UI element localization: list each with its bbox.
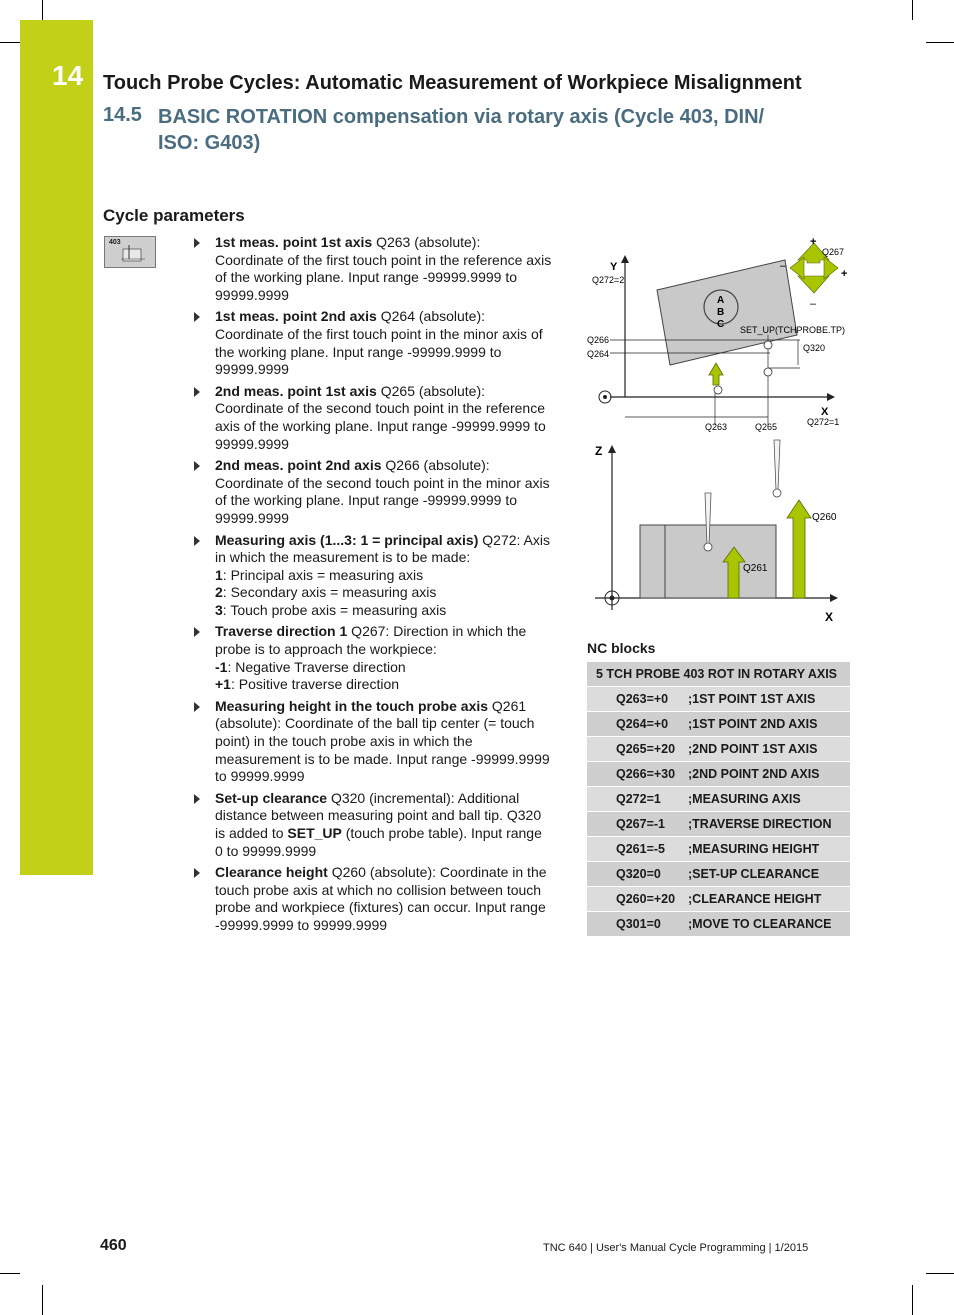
param-description: Q260 (absolute): Coordinate in the touch probe axis at which no collision between touch probe and workpiece (fixtures) can occur. Input range -99999.9999 to 99999.9999 [215,864,547,933]
param-emphasis: SET_UP [287,825,342,841]
crop-mark [0,1273,20,1274]
probe-direction-arrow-icon [709,363,723,385]
q266-label: Q266 [587,335,610,345]
crop-mark [912,1285,913,1315]
table-row [587,687,850,712]
q320-label: Q320 [803,343,826,353]
triangle-bullet-icon [194,238,200,248]
param-name: 1st meas. point 2nd axis [215,308,377,325]
nc-param: Q301=0 [587,912,688,937]
q261-label: Q261 [743,563,768,574]
crop-mark [42,1285,43,1315]
nc-param: Q260=+20 [587,887,688,912]
minus-y-label: – [810,298,817,310]
triangle-bullet-icon [194,702,200,712]
param-name: Set-up clearance [215,789,328,806]
top-view-diagram [587,236,847,432]
nc-param: Q272=1 [587,787,688,812]
x-axis-label: X [821,406,829,418]
probe-icon [105,237,155,267]
chapter-tab [20,20,93,875]
z-axis-arrow-icon [608,445,616,453]
nc-comment: ;1ST POINT 2ND AXIS [688,712,850,737]
axis-c-label: C [717,319,725,330]
table-row [587,912,850,937]
triangle-bullet-icon [194,627,200,637]
chapter-title: Touch Probe Cycles: Automatic Measurement of Workpiece Misalignment [103,72,802,94]
y-axis-arrow-icon [621,255,629,263]
param-name: Traverse direction 1 [215,623,348,640]
triangle-bullet-icon [194,794,200,804]
crop-mark [926,1273,954,1274]
table-row [587,712,850,737]
table-row [587,787,850,812]
y-axis-label: Y [610,261,618,273]
option-key: 1 [215,566,223,583]
q265-label: Q265 [755,422,778,432]
probe-stylus-raised-icon [774,440,780,490]
technical-drawing [585,235,855,630]
nc-param: Q264=+0 [587,712,688,737]
table-row [587,812,850,837]
q260-label: Q260 [812,512,837,523]
param-description: Q272: Axis in which the measurement is to be made: [215,531,550,566]
setup-label: SET_UP(TCHPROBE.TP) [740,325,846,335]
param-name: Clearance height [215,864,328,881]
option-key: -1 [215,658,228,675]
triangle-bullet-icon [194,536,200,546]
section-number: 14.5 [103,104,142,126]
param-q265 [194,383,552,453]
cycle-parameters-heading: Cycle parameters [103,206,245,225]
footer-text: TNC 640 | User's Manual Cycle Programming | 1/2015 [543,1242,809,1254]
table-row [587,737,850,762]
param-description: Q265 (absolute): Coordinate of the second touch point in the reference axis of the working plane. Input range -99999.9999 to 99999.9999 [215,382,546,452]
option-desc: : Touch probe axis = measuring axis [222,601,447,618]
softkey-label: 403 [109,239,121,246]
param-q263 [194,234,552,304]
param-name: Measuring height in the touch probe axis [215,697,489,714]
table-row [587,887,850,912]
table-row [587,762,850,787]
table-row [587,862,850,887]
q263-label: Q263 [705,422,728,432]
x-axis-arrow-side-icon [830,594,838,602]
nc-comment: ;2ND POINT 1ST AXIS [688,737,850,762]
plus-y-label: + [810,236,817,248]
option-desc: : Positive traverse direction [230,676,400,693]
param-q272 [194,532,552,620]
triangle-bullet-icon [194,312,200,322]
param-name: 2nd meas. point 2nd axis [215,457,382,474]
param-description: Q267: Direction in which the probe is to approach the workpiece: [215,623,527,658]
option-key: 2 [215,584,223,601]
nc-param: Q266=+30 [587,762,688,787]
nc-param: Q263=+0 [587,687,688,712]
param-q320 [194,790,552,860]
nc-first-line-text: 5 TCH PROBE 403 ROT IN ROTARY AXIS [587,662,850,687]
triangle-bullet-icon [194,387,200,397]
option-desc: : Secondary axis = measuring axis [222,584,437,601]
nc-comment: ;MEASURING AXIS [688,787,850,812]
nc-comment: ;MEASURING HEIGHT [688,837,850,862]
param-description: Q263 (absolute): Coordinate of the first touch point in the reference axis of the working plane. Input range -99999.9999 to 99999.9999 [215,234,552,303]
workpiece [657,260,797,365]
option-key: +1 [215,676,231,693]
nc-comment: ;SET-UP CLEARANCE [688,862,850,887]
param-description: (touch probe table). Input range 0 to 99999.9999 [215,825,542,859]
parameter-list [194,234,552,939]
option-key: 3 [215,601,223,618]
nc-comment: ;MOVE TO CLEARANCE [688,912,850,937]
axis-b-label: B [717,307,725,318]
option-desc: : Principal axis = measuring axis [222,566,424,583]
direction-arrow-left-icon [790,257,804,279]
q272-2-label: Q272=2 [592,275,625,285]
q264-label: Q264 [587,349,610,359]
q267-label: Q267 [822,247,845,257]
nc-comment: ;2ND POINT 2ND AXIS [688,762,850,787]
option-desc: : Negative Traverse direction [227,658,406,675]
plus-x-label: + [841,268,848,280]
x-axis-label-side: X [825,610,834,624]
triangle-bullet-icon [194,868,200,878]
param-name: 1st meas. point 1st axis [215,234,373,250]
nc-comment: ;CLEARANCE HEIGHT [688,887,850,912]
crop-mark [42,0,43,20]
z-axis-label: Z [595,444,603,458]
param-q261 [194,698,552,786]
side-view-diagram [595,440,838,624]
param-description: Q266 (absolute): Coordinate of the second touch point in the minor axis of the working plane. Input range -99999.9999 to 99999.9999 [215,457,550,526]
param-name: Measuring axis (1...3: 1 = principal axis) [215,531,479,548]
nc-param: Q267=-1 [587,812,688,837]
param-description: Q320 (incremental): Additional distance between measuring point and ball tip. Q320 is added to [215,789,542,841]
param-q260 [194,864,552,934]
section-title: BASIC ROTATION compensation via rotary axis (Cycle 403, DIN/ ISO: G403) [158,106,765,154]
nc-blocks-heading: NC blocks [587,640,656,656]
cycle-403-softkey-icon [104,236,156,268]
crop-mark [0,42,20,43]
page-number: 460 [100,1237,127,1254]
crop-mark [912,0,913,20]
chapter-number: 14 [52,60,84,91]
triangle-bullet-icon [194,461,200,471]
nc-param: Q320=0 [587,862,688,887]
param-description: Q264 (absolute): Coordinate of the first touch point in the minor axis of the working plane. Input range -99999.9999 to 99999.9999 [215,308,543,378]
param-q264 [194,308,552,378]
nc-param: Q265=+20 [587,737,688,762]
direction-arrow-right-icon [824,257,838,279]
nc-comment: ;TRAVERSE DIRECTION [688,812,850,837]
minus-x-label: – [780,260,787,272]
param-description: Q261 (absolute): Coordinate of the ball tip center (= touch point) in the touch probe axis in which the measurement is to be made. Input range -99999.9999 to 99999.9999 [215,697,550,785]
nc-first-line [587,662,850,687]
q260-arrow-icon [787,500,811,598]
axis-a-label: A [717,295,725,306]
param-name: 2nd meas. point 1st axis [215,382,377,399]
q272-1-label: Q272=1 [807,417,840,427]
param-q267 [194,623,552,693]
nc-comment: ;1ST POINT 1ST AXIS [688,687,850,712]
table-row [587,837,850,862]
x-axis-arrow-icon [827,393,835,401]
param-q266 [194,457,552,527]
nc-blocks-table [587,662,850,937]
crop-mark [926,42,954,43]
nc-param: Q261=-5 [587,837,688,862]
